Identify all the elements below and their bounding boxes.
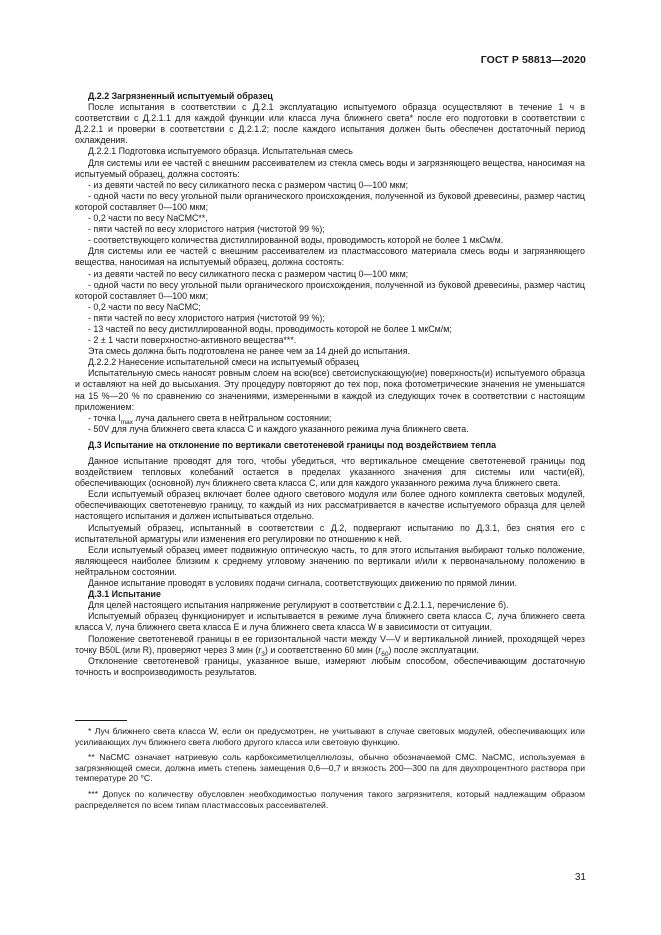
- footnotes: [75, 720, 585, 815]
- document-body: [75, 91, 585, 678]
- list-item: - 0,2 части по весу NaCMC**,: [88, 213, 208, 224]
- list-item: - 13 частей по весу дистиллированной воды, проводимость которой не более 1 мкСм/м;: [88, 323, 452, 334]
- text-run: Положение светотеневой границы в ее горизонтальной части между V—V и вертикальной линией, проходящей через точку B50L (или R), проверяют через 3 мин (: [75, 633, 585, 655]
- paragraph: Для целей настоящего испытания напряжение регулируют в соответствии с Д.2.1.1, перечисление б).: [88, 600, 509, 611]
- symbol-r: r: [378, 644, 382, 655]
- footnote: ** NaCMC означает натриевую соль карбоксиметилцеллюлозы, обычно обозначаемой CMC. NaCMC, используемая в загрязняющей смеси, должна иметь степень замещения 0,6—0,7 и вязкость 200—300 па для двухпроцентного раствора при температуре 20 °C.: [75, 752, 585, 784]
- list-item: - из девяти частей по весу силикатного песка с размером частиц 0—100 мкм;: [88, 179, 409, 190]
- paragraph: [75, 634, 585, 656]
- paragraph: Испытательную смесь наносят ровным слоем на всю(все) светоиспускающую(ие) поверхность(и) испытуемого образца и оставляют на ней до высыхания. Эту процедуру повторяют до тех пор, пока фотометрические значения не уменьшатся на 15 %—20 % по сравнению со значениями, измеренными в каждой из следующих точек в соответствии с настоящим приложением:: [75, 368, 585, 412]
- footnote: * Луч ближнего света класса W, если он предусмотрен, не учитывают в случае световых модулей, обеспечивающих или усиливающих луч ближнего света любого другого класса или световую функцию.: [75, 726, 585, 747]
- footnote: *** Допуск по количеству обусловлен необходимостью получения такого загрязнителя, который надлежащим образом распределяется по всем типам пластмассовых рассеивателей.: [75, 788, 585, 810]
- footnote-rule: [75, 720, 127, 721]
- page-number: 31: [574, 872, 586, 883]
- list-item: - 0,2 части по весу NaCMC;: [88, 301, 201, 312]
- paragraph: Эта смесь должна быть подготовлена не ранее чем за 14 дней до испытания.: [88, 346, 411, 357]
- section-heading-d22: Д.2.2 Загрязненный испытуемый образец: [88, 91, 273, 101]
- paragraph: Отклонение светотеневой границы, указанное выше, измеряют любым способом, обеспечивающим достаточную точность и воспроизводимость результатов.: [75, 655, 585, 677]
- paragraph: Для системы или ее частей с внешним рассеивателем из пластмассового материала смесь воды и загрязняющего вещества, наносимая на испытуемый образец, должна состоять:: [75, 246, 585, 268]
- subsection-heading-d222: Д.2.2.2 Нанесение испытательной смеси на испытуемый образец: [88, 357, 359, 368]
- list-item: - одной части по весу угольной пыли органического происхождения, полученной из буковой древесины, размер частиц которой составляет 0—100 мкм;: [75, 190, 585, 212]
- paragraph: Испытуемый образец функционирует и испытывается в режиме луча ближнего света класса C, луча ближнего света класса V, луча ближнего света класса E и луча ближнего света класса W в зависимости от ситуации.: [75, 611, 585, 633]
- text-run: ) и соответственно 60 мин (: [264, 644, 379, 655]
- list-item: [75, 413, 585, 424]
- list-item: - одной части по весу угольной пыли органического происхождения, полученной из буковой древесины, размер частиц которой составляет 0—100 мкм;: [75, 279, 585, 301]
- paragraph: Для системы или ее частей с внешним рассеивателем из стекла смесь воды и загрязняющего вещества, наносимая на испытуемый образец, должна состоять:: [75, 157, 585, 179]
- section-heading-d31: Д.3.1 Испытание: [88, 589, 161, 600]
- standard-designation: ГОСТ Р 58813—2020: [480, 54, 586, 66]
- point-text: луча дальнего света в нейтральном состоянии;: [132, 412, 332, 423]
- paragraph: Данное испытание проводят в условиях подачи сигнала, соответствующих движению по прямой линии.: [88, 578, 517, 589]
- paragraph: Если испытуемый образец имеет подвижную оптическую часть, то для этого испытания выбирают только положение, являющееся наиболее близким к среднему угловому значению по вертикали и/или к первоначальному положению в нейтральном состоянии.: [75, 544, 585, 577]
- paragraph: Данное испытание проводят для того, чтобы убедиться, что вертикальное смещение светотеневой границы под воздействием тепловых колебаний остается в пределах указанного значения для системы или части(ей), обеспечивающих (основной) луч ближнего света класса C, или для каждого указанного режима луча ближнего света.: [75, 456, 585, 489]
- text-run: ) после эксплуатации.: [388, 644, 479, 655]
- symbol-subscript: 3: [261, 650, 265, 658]
- list-item: - соответствующего количества дистиллированной воды, проводимость которой не более 1 мкСм/м.: [88, 235, 504, 246]
- subsection-heading-d221: Д.2.2.1 Подготовка испытуемого образца. Испытательная смесь: [88, 146, 353, 157]
- symbol-r: r: [258, 644, 262, 655]
- section-heading-d3: Д.3 Испытание на отклонение по вертикали светотеневой границы под воздействием тепла: [88, 439, 497, 450]
- list-item: - 2 ± 1 части поверхностно-активного вещества***.: [88, 335, 297, 346]
- list-item: - пяти частей по весу хлористого натрия (чистотой 99 %);: [88, 224, 325, 235]
- paragraph: Испытуемый образец, испытанный в соответствии с Д.2, подвергают испытанию по Д.3.1, без снятия его с испытательной арматуры или изменения его регулировки по отношению к ней.: [75, 522, 585, 544]
- list-item: - пяти частей по весу хлористого натрия (чистотой 99 %);: [88, 312, 325, 323]
- list-item: - из девяти частей по весу силикатного песка с размером частиц 0—100 мкм;: [88, 268, 409, 279]
- paragraph: Если испытуемый образец включает более одного светового модуля или более одного комплекта световых модулей, обеспечивающих светотеневую границу, то каждый из них рассматривается в качестве испытуемого образца для целей настоящего испытания и должен испытываться отдельно.: [75, 489, 585, 522]
- point-subscript: max: [120, 418, 133, 426]
- symbol-subscript: 60: [381, 650, 389, 658]
- paragraph: После испытания в соответствии с Д.2.1 эксплуатацию испытуемого образца осуществляют в течение 1 ч в соответствии с Д.2.1.1 для каждой функции или класса луча ближнего света* после его подготовки в соответствии с Д.2.2.1 и проверки в соответствии с Д.2.1.2; после каждого испытания должен быть обеспечен достаточный период охлаждения.: [75, 102, 585, 146]
- list-item: - 50V для луча ближнего света класса C и каждого указанного режима луча ближнего света.: [88, 423, 469, 434]
- point-text: - точка I: [88, 412, 121, 423]
